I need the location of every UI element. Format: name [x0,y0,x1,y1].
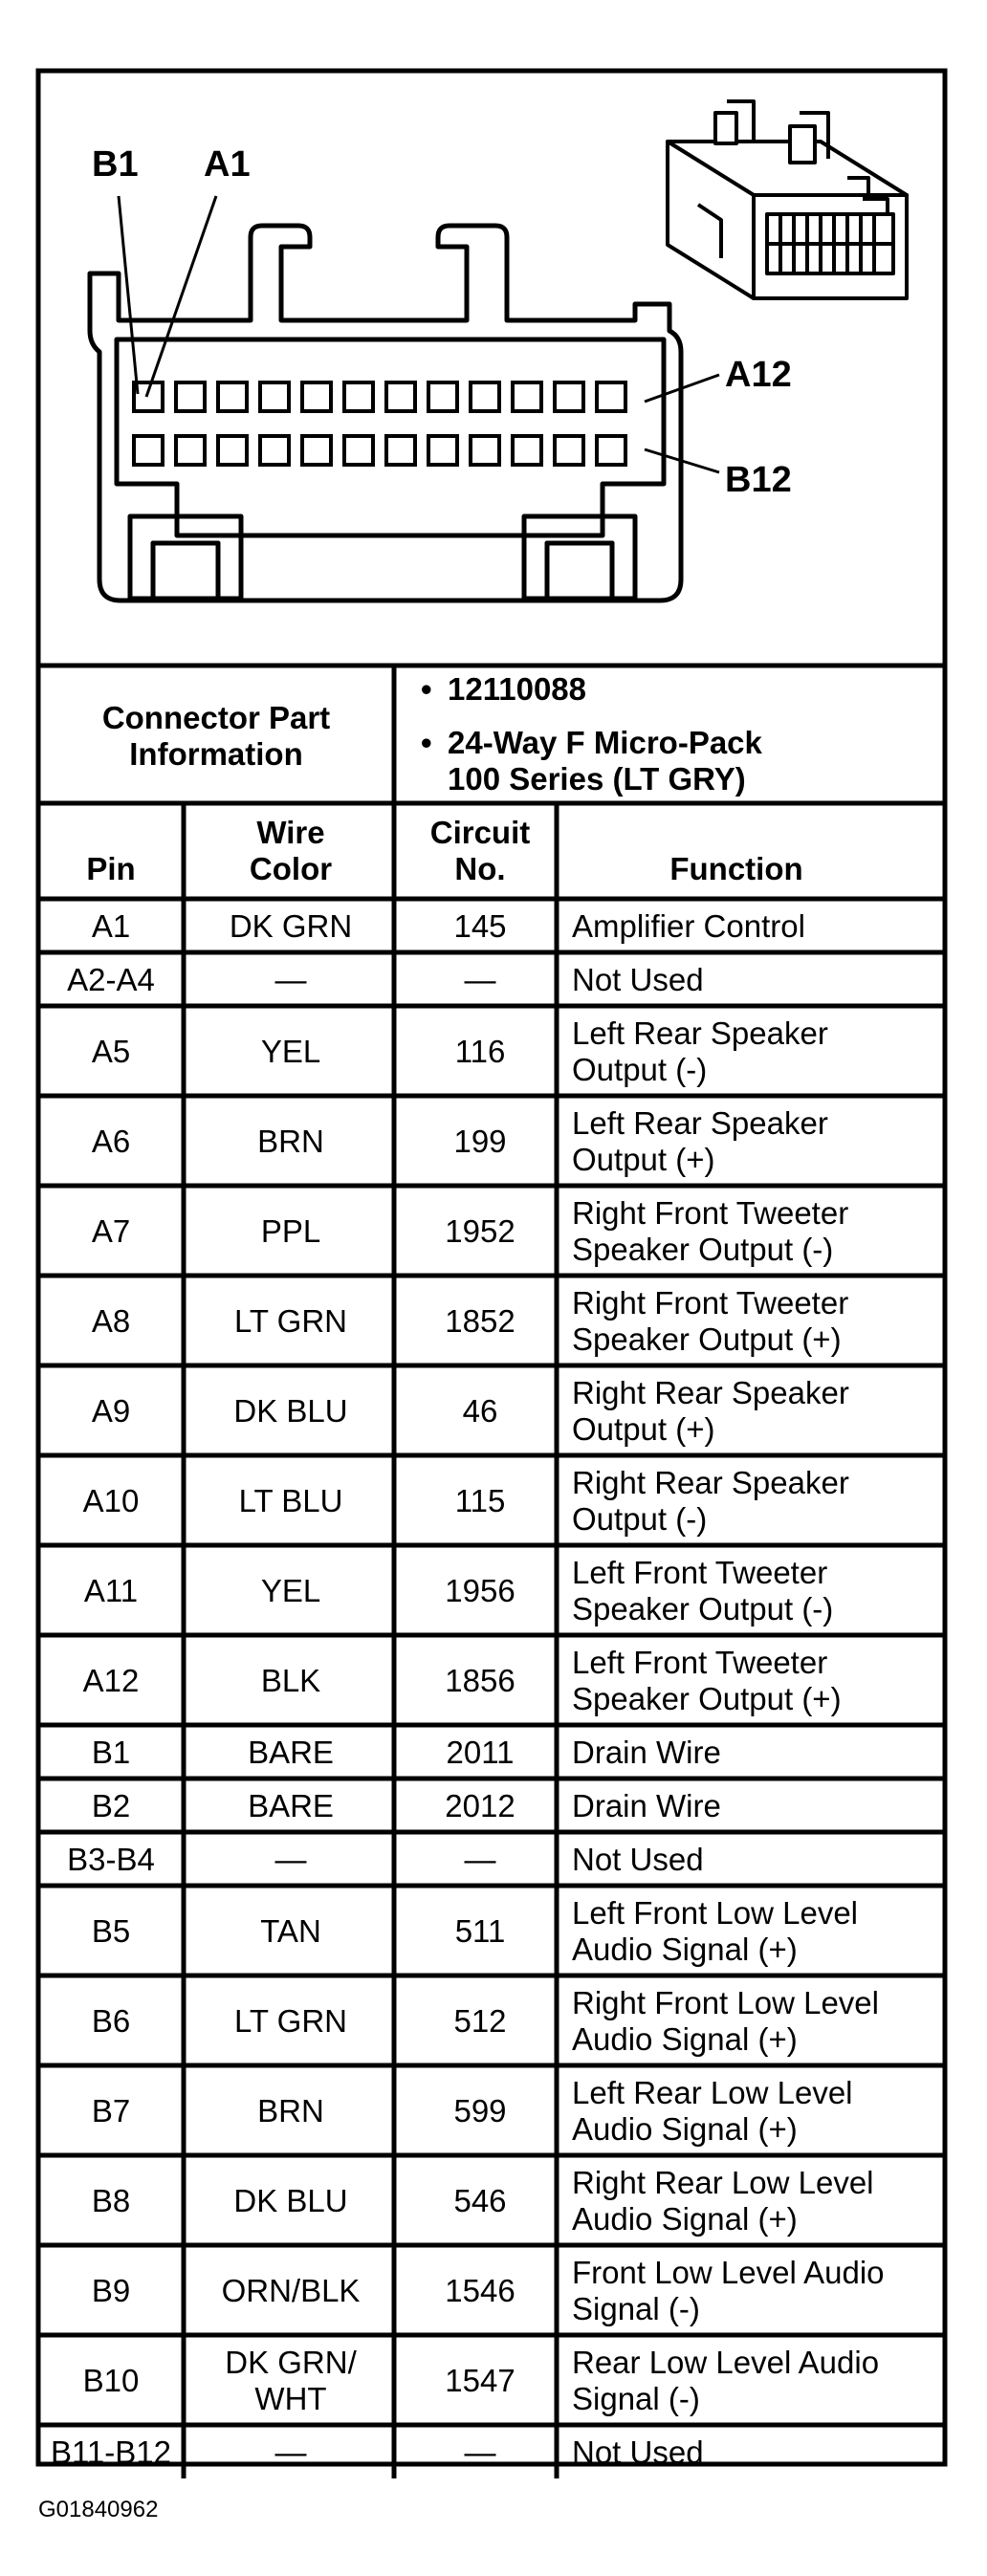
label-b12: B12 [725,460,792,500]
function-cell: Right Front Tweeter [572,1195,849,1231]
pin-cell: A6 [91,1124,131,1159]
function-cell: Signal (-) [572,2381,700,2416]
cavity-b6 [344,436,373,465]
cavity-b8 [428,436,457,465]
pin-cell: A7 [91,1213,131,1249]
circuit-cell: 1547 [445,2363,515,2398]
function-cell: Front Low Level Audio [572,2255,885,2290]
circuit-cell: 1856 [445,1663,515,1698]
circuit-cell: 46 [462,1393,498,1429]
cavity-b1 [134,436,163,465]
circuit-cell: 2011 [446,1735,515,1770]
table-row [92,1015,828,1087]
cavity-b10 [513,436,541,465]
cavity-a3 [218,382,247,411]
connector-info-label-line2: Information [129,736,303,772]
function-cell: Drain Wire [572,1788,721,1823]
cavity-b12 [597,436,625,465]
function-cell: Output (+) [572,1411,715,1447]
connector-description-line1: 24-Way F Micro-Pack [448,725,762,760]
wire-color-cell: DK GRN/ [225,2345,357,2380]
wire-color-cell: — [274,2434,307,2470]
function-cell: Left Rear Low Level [572,2075,853,2110]
table-row [83,2345,879,2416]
circuit-cell: 2012 [445,1788,515,1823]
table-row [92,1985,879,2057]
pin-cell: A5 [91,1034,131,1069]
wire-color-cell: PPL [260,1213,321,1249]
wire-color-cell: BLK [260,1663,321,1698]
function-cell: Speaker Output (+) [572,1681,842,1716]
circuit-cell: 145 [453,908,507,944]
part-number: 12110088 [448,671,587,707]
connector-description-line2: 100 Series (LT GRY) [448,761,746,797]
function-cell: Not Used [572,1842,704,1877]
wire-color-cell: DK BLU [233,1393,348,1429]
circuit-cell: 115 [454,1483,506,1518]
function-cell: Output (-) [572,1501,708,1537]
circuit-cell: 1546 [445,2273,515,2308]
cavity-b3 [218,436,247,465]
pin-cell: B5 [91,1913,131,1949]
wire-color-cell: YEL [260,1034,321,1069]
cavity-a9 [471,382,499,411]
table-row [84,1555,833,1626]
function-cell: Audio Signal (+) [572,2021,798,2057]
function-cell: Audio Signal (+) [572,2111,798,2147]
pin-cell: B1 [91,1735,131,1770]
function-cell: Speaker Output (+) [572,1321,842,1357]
function-cell: Rear Low Level Audio [572,2345,880,2380]
header-wire-line1: Wire [256,815,325,850]
function-cell: Drain Wire [572,1735,721,1770]
function-cell: Signal (-) [572,2291,700,2326]
function-cell: Output (-) [572,1052,708,1087]
cavity-a2 [176,382,205,411]
cavity-a10 [513,382,541,411]
function-cell: Left Front Low Level [572,1895,858,1931]
label-a1: A1 [204,144,251,185]
pin-cell: A11 [83,1573,139,1608]
circuit-cell: — [464,962,496,997]
table-row [92,908,805,944]
circuit-cell: 1952 [445,1213,515,1249]
header-wire-line2: Color [249,851,333,886]
cavity-a12 [597,382,625,411]
table-row [83,1465,849,1537]
wire-color-cell: TAN [260,1913,321,1949]
wire-color-cell: LT GRN [234,2003,347,2039]
header-circuit-line1: Circuit [429,815,531,850]
wire-color-cell: DK GRN [229,908,353,944]
pin-cell: A2-A4 [67,962,155,997]
function-cell: Left Rear Speaker [572,1105,828,1141]
bullet-1: • [421,671,432,707]
function-cell: Not Used [572,2434,704,2470]
table-row [92,1788,721,1823]
wire-color-cell: BARE [248,1788,334,1823]
circuit-cell: — [464,2434,496,2470]
pin-cell: B3-B4 [67,1842,155,1877]
pin-cell: A1 [91,908,131,944]
function-cell: Audio Signal (+) [572,1932,798,1967]
header-circuit-line2: No. [454,851,506,886]
circuit-cell: 512 [453,2003,507,2039]
terminal-cavities [134,382,625,465]
function-cell: Right Rear Speaker [572,1375,849,1410]
connector-isometric-view [668,101,907,298]
figure-id: G01840962 [38,2497,159,2522]
wire-color-cell: — [274,1842,307,1877]
circuit-cell: 1956 [445,1573,515,1608]
cavity-b5 [302,436,331,465]
header-pin: Pin [86,851,136,886]
function-cell: Right Rear Speaker [572,1465,849,1500]
function-cell: Left Front Tweeter [572,1645,828,1680]
cavity-a6 [344,382,373,411]
pinout-table [38,803,945,2478]
pin-cell: A9 [91,1393,131,1429]
function-cell: Right Front Tweeter [572,1285,849,1321]
cavity-a8 [428,382,457,411]
cavity-b9 [471,436,499,465]
leader-lines [119,196,719,472]
circuit-cell: 1852 [445,1303,515,1339]
function-cell: Speaker Output (-) [572,1232,834,1267]
table-row [92,1285,848,1357]
cavity-a7 [386,382,415,411]
header-function: Function [669,851,803,886]
wire-color-cell: ORN/BLK [221,2273,361,2308]
pin-cell: B2 [91,1788,131,1823]
table-row [83,1645,842,1716]
wire-color-cell: WHT [254,2381,327,2416]
cavity-b2 [176,436,205,465]
circuit-cell: 199 [453,1124,507,1159]
table-row [92,1735,721,1770]
table-row [92,1105,828,1177]
pin-cell: B7 [91,2093,131,2128]
table-row [92,1895,858,1967]
wire-color-cell: LT GRN [234,1303,347,1339]
cavity-a11 [555,382,583,411]
pin-cell: B10 [82,2363,140,2398]
label-b1: B1 [92,144,139,185]
wire-color-cell: BRN [257,2093,324,2128]
function-cell: Speaker Output (-) [572,1591,834,1626]
wire-color-cell: BRN [257,1124,324,1159]
cavity-b7 [386,436,415,465]
function-cell: Left Rear Speaker [572,1015,828,1051]
cavity-a4 [260,382,289,411]
table-row [92,2075,853,2147]
table-row [92,2255,885,2326]
circuit-cell: 599 [453,2093,507,2128]
pin-cell: B8 [91,2183,131,2218]
table-row [67,962,703,997]
bullet-2: • [421,725,432,760]
cavity-b4 [260,436,289,465]
function-cell: Right Front Low Level [572,1985,879,2020]
pin-cell: A12 [82,1663,140,1698]
wire-color-cell: — [274,962,307,997]
label-a12: A12 [725,355,792,395]
function-cell: Output (+) [572,1142,715,1177]
wire-color-cell: BARE [248,1735,334,1770]
table-row [92,1375,849,1447]
pin-cell: A8 [91,1303,131,1339]
table-row [92,1195,848,1267]
circuit-cell: 116 [454,1034,506,1069]
pin-cell: B9 [91,2273,131,2308]
wire-color-cell: DK BLU [233,2183,348,2218]
connector-info-label-line1: Connector Part [101,700,331,735]
pin-cell: A10 [82,1483,140,1518]
function-cell: Not Used [572,962,704,997]
cavity-a5 [302,382,331,411]
function-cell: Right Rear Low Level [572,2165,874,2200]
wire-color-cell: LT BLU [238,1483,343,1518]
pin-cell: B6 [91,2003,131,2039]
circuit-cell: 546 [453,2183,507,2218]
function-cell: Audio Signal (+) [572,2201,798,2237]
table-row [92,2165,874,2237]
function-cell: Amplifier Control [572,908,805,944]
circuit-cell: 511 [454,1913,506,1949]
circuit-cell: — [464,1842,496,1877]
wire-color-cell: YEL [260,1573,321,1608]
cavity-b11 [555,436,583,465]
table-row [67,1842,703,1877]
pin-cell: B11-B12 [51,2434,171,2470]
function-cell: Left Front Tweeter [572,1555,828,1590]
